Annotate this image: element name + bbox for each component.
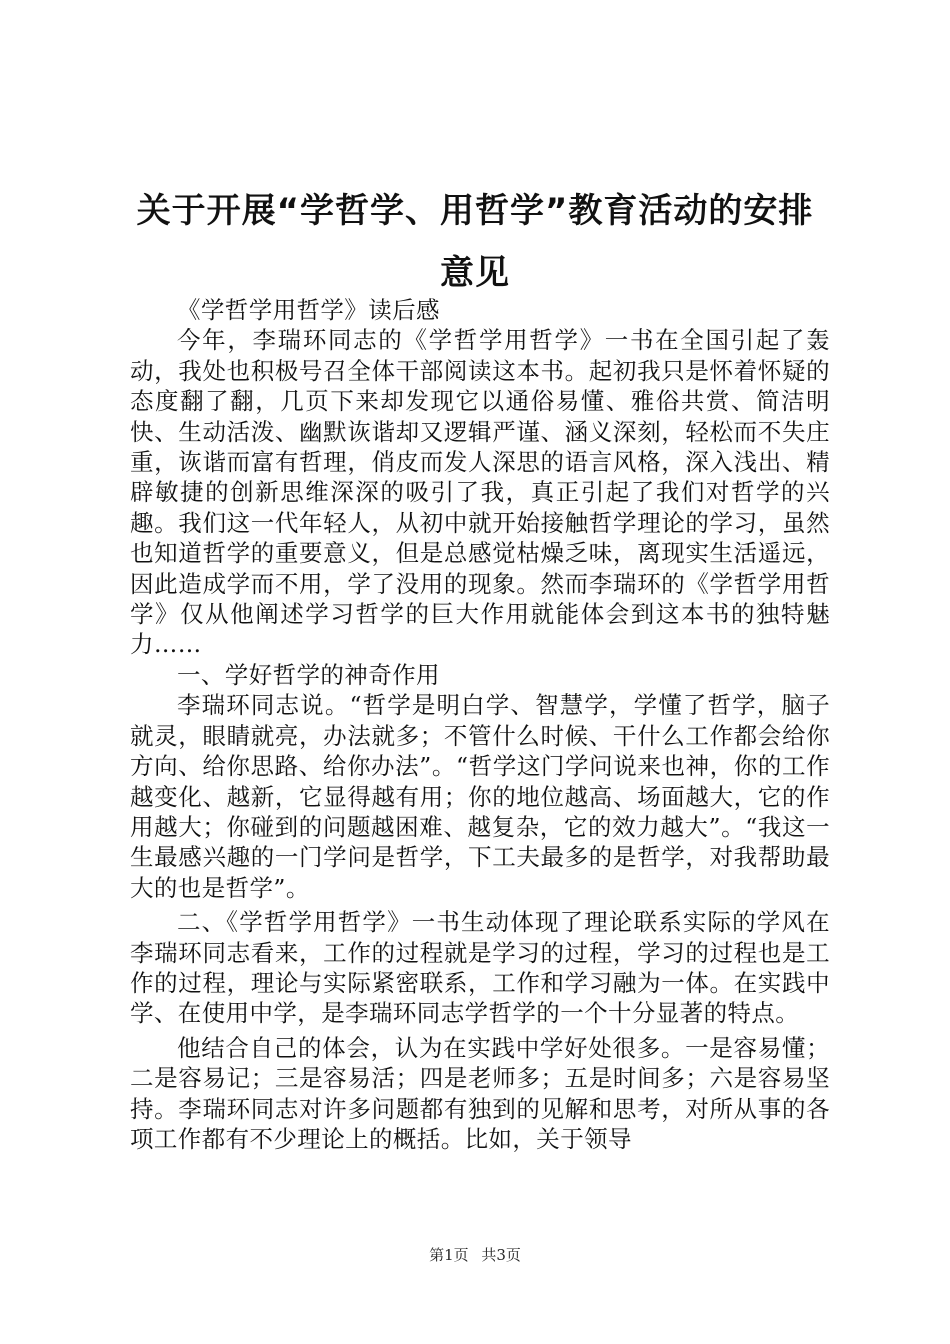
section-heading-1: 一、学好哲学的神奇作用 xyxy=(177,660,440,689)
document-body xyxy=(130,295,830,1154)
paragraph-practice: 他结合自己的体会，认为在实践中学好处很多。一是容易懂；二是容易记；三是容易活；四是老师多；五是时间多；六是容易坚持。李瑞环同志对许多问题都有独到的见解和思考，对所从事的各项工作都有不少理论上的概括。比如，关于领导 xyxy=(130,1033,830,1153)
document-title xyxy=(100,180,850,304)
page-total: 共3页 xyxy=(481,1246,521,1264)
title-line-2: 意见 xyxy=(440,253,510,293)
title-line-1: 关于开展“学哲学、用哲学”教育活动的安排 xyxy=(136,191,814,231)
page-number: 第1页 xyxy=(429,1246,469,1264)
paragraph-intro: 今年，李瑞环同志的《学哲学用哲学》一书在全国引起了轰动，我处也积极号召全体干部阅读这本书。起初我只是怀着怀疑的态度翻了翻，几页下来却发现它以通俗易懂、雅俗共赏、简洁明快、生动活泼、幽默诙谐却又逻辑严谨、涵义深刻，轻松而不失庄重，诙谐而富有哲理，俏皮而发人深思的语言风格，深入浅出、精辟敏捷的创新思维深深的吸引了我，真正引起了我们对哲学的兴趣。我们这一代年轻人，从初中就开始接触哲学理论的学习，虽然也知道哲学的重要意义，但是总感觉枯燥乏味，离现实生活遥远，因此造成学而不用，学了没用的现象。然而李瑞环的《学哲学用哲学》仅从他阐述学习哲学的巨大作用就能体会到这本书的独特魅力…… xyxy=(130,326,830,659)
paragraph-subtitle: 《学哲学用哲学》读后感 xyxy=(177,296,440,324)
page-footer xyxy=(0,1245,950,1265)
paragraph-quotes: 李瑞环同志说。“哲学是明白学、智慧学，学懂了哲学，脑子就灵，眼睛就亮，办法就多；不管什么时候、干什么工作都会给你方向、给你思路、给你办法”。“哲学这门学问说来也神，你的工作越变化、越新，它显得越有用；你的地位越高、场面越大，它的作用越大；你碰到的问题越困难、越复杂，它的效力越大”。“我这一生最感兴趣的一门学问是哲学，下工夫最多的是哲学，对我帮助最大的也是哲学”。 xyxy=(130,691,830,902)
section-heading-2: 二、《学哲学用哲学》一书生动体现了理论联系实际的学风在李瑞环同志看来，工作的过程就是学习的过程，学习的过程也是工作的过程，理论与实际紧密联系，工作和学习融为一体。在实践中学、在使用中学，是李瑞环同志学哲学的一个十分显著的特点。 xyxy=(130,908,830,1028)
